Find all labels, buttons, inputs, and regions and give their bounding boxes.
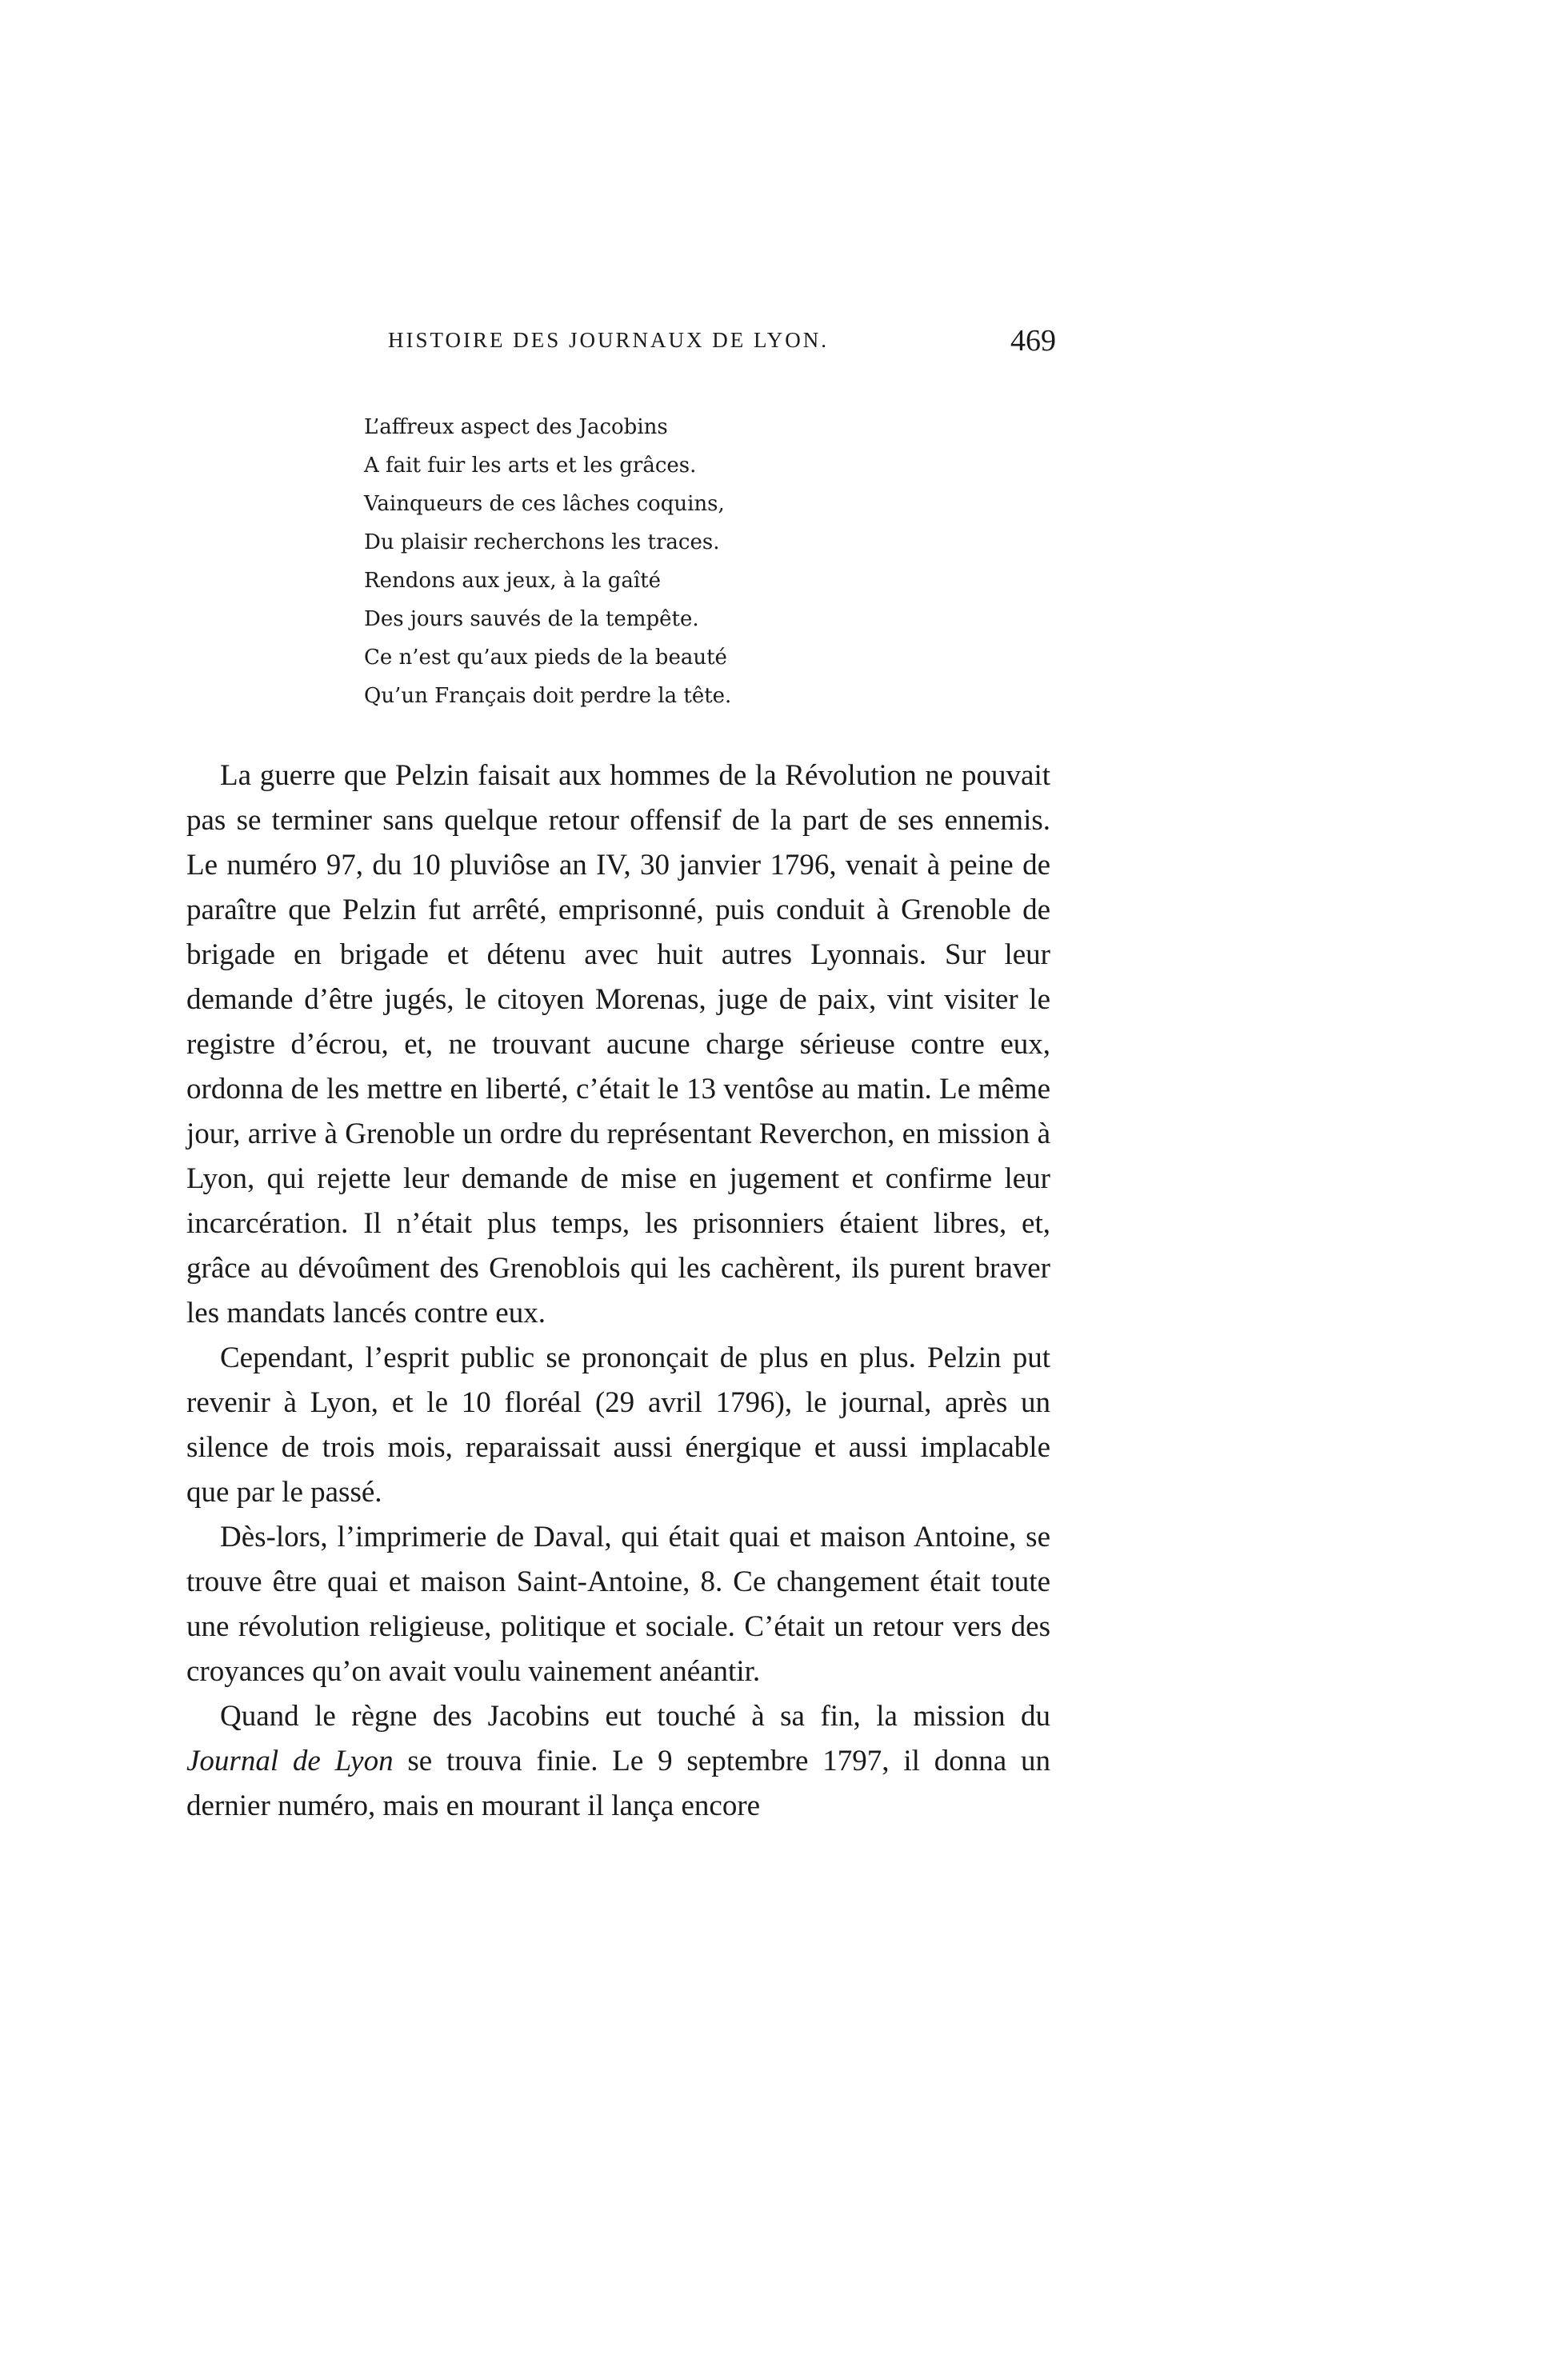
verse-line: Du plaisir recherchons les traces.	[364, 530, 720, 554]
paragraph-3: Dès-lors, l’imprimerie de Daval, qui était quai et maison Antoine, se trouve être quai et maison Saint-Antoine, 8. Ce changement était toute une révolution religieuse, politique et sociale. C’était un retour vers des croyances qu’on avait voulu vainement anéantir.	[186, 1521, 1050, 1688]
body-text	[186, 754, 1050, 1829]
running-title: HISTOIRE DES JOURNAUX DE LYON.	[388, 328, 830, 352]
verse-line: Des jours sauvés de la tempête.	[364, 607, 699, 631]
paragraph-4	[186, 1694, 1050, 1829]
verse-line: Rendons aux jeux, à la gaîté	[364, 569, 662, 593]
page-number: 469	[1010, 324, 1056, 358]
verse-line: Ce n’est qu’aux pieds de la beauté	[364, 646, 727, 670]
verse-line: A fait fuir les arts et les grâces.	[364, 454, 697, 478]
journal-title-italic: Journal de Lyon	[186, 1745, 394, 1777]
paragraph-1: La guerre que Pelzin faisait aux hommes de la Révolution ne pouvait pas se terminer sans quelque retour offensif de la part de ses ennemis. Le numéro 97, du 10 pluviôse an IV, 30 janvier 1796, venait à peine de paraître que Pelzin fut arrêté, emprisonné, puis conduit à Grenoble de brigade en brigade et détenu avec huit autres Lyonnais. Sur leur demande d’être jugés, le citoyen Morenas, juge de paix, vint visiter le registre d’écrou, et, ne trouvant aucune charge sérieuse contre eux, ordonna de les mettre en liberté, c’était le 13 ventôse au matin. Le même jour, arrive à Grenoble un ordre du représentant Reverchon, en mission à Lyon, qui rejette leur demande de mise en jugement et confirme leur incarcération. Il n’était plus temps, les prisonniers étaient libres, et, grâce au dévoûment des Grenoblois qui les cachèrent, ils purent braver les mandats lancés contre eux.	[186, 759, 1050, 1329]
running-head	[388, 324, 1056, 368]
verse-line: Vainqueurs de ces lâches coquins,	[364, 492, 725, 516]
verse-line: L’affreux aspect des Jacobins	[364, 415, 668, 439]
paragraph-2: Cependant, l’esprit public se prononçait de plus en plus. Pelzin put revenir à Lyon, et le 10 floréal (29 avril 1796), le journal, après un silence de trois mois, reparaissait aussi énergique et aussi implacable que par le passé.	[186, 1341, 1050, 1509]
paragraph-4-start: Quand le règne des Jacobins eut touché à sa fin, la mission du	[220, 1700, 1050, 1733]
paragraph-4-end: se trouva finie. Le 9 septembre 1797, il donna un dernier numéro, mais en mourant il lança encore	[186, 1745, 1051, 1822]
verse-line: Qu’un Français doit perdre la tête.	[364, 684, 732, 708]
verse-stanza	[364, 408, 924, 715]
